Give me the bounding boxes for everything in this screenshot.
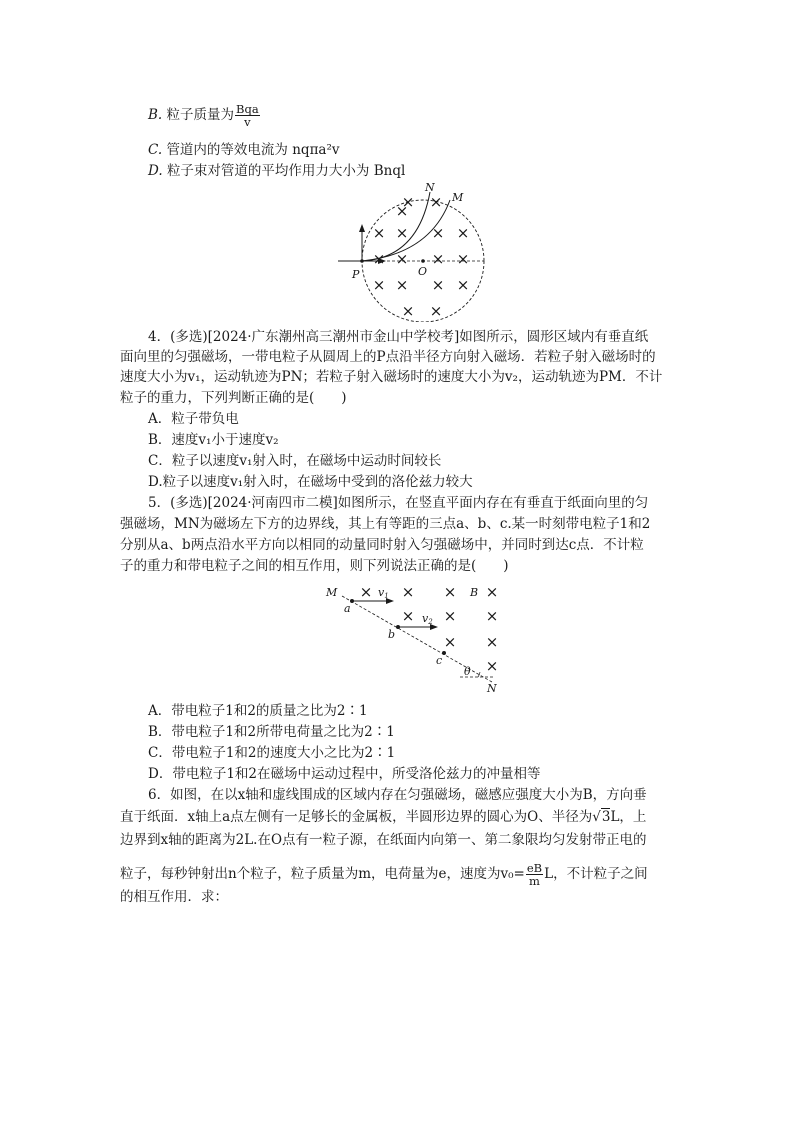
q3-option-d-letter: D.: [148, 163, 163, 179]
cross-mark: ×: [456, 276, 470, 294]
q6-line-4-text: 粒子，每秒钟射出n个粒子，粒子质量为m，电荷量为e，速度为v₀=: [120, 866, 525, 882]
q5-option-b: B．带电粒子1和2所带电荷量之比为2∶1: [148, 724, 395, 740]
q4-option-b: B．速度v₁小于速度v₂: [148, 432, 279, 448]
label-n: N: [487, 682, 497, 695]
label-v2-symbol: v: [422, 612, 429, 625]
fraction-numerator: eB: [526, 861, 543, 875]
cross-mark: ×: [359, 583, 373, 601]
cross-mark: ×: [401, 583, 415, 601]
q3-option-d: [148, 162, 405, 180]
q5-line-4: 子的重力和带电粒子之间的相互作用，则下列说法正确的是( ): [120, 558, 509, 574]
label-p: P: [352, 268, 360, 281]
velocity-arrowhead-up: [359, 224, 365, 232]
cross-mark: ×: [395, 224, 409, 242]
point-c: [442, 651, 446, 655]
q3-option-c-text: 管道内的等效电流为 nqπa²v: [166, 142, 340, 158]
cross-mark: ×: [395, 276, 409, 294]
cross-mark: ×: [443, 583, 457, 601]
cross-mark: ×: [443, 607, 457, 625]
label-v2: [422, 612, 433, 626]
label-m: M: [326, 586, 338, 599]
label-v1: [378, 586, 389, 600]
q4-option-a: A．粒子带负电: [148, 411, 239, 427]
q3-option-d-text: 粒子束对管道的平均作用力大小为 Bnql: [166, 163, 406, 179]
velocity-fraction: [526, 862, 543, 887]
q6-line-4-tail: L，不计粒子之间: [544, 866, 648, 882]
label-theta: θ: [464, 665, 471, 678]
cross-mark: ×: [401, 302, 415, 320]
label-v1-symbol: v: [378, 586, 385, 599]
q5-line-2: 强磁场，MN为磁场左下方的边界线，其上有等距的三点a、b、c.某一时刻带电粒子1和2: [120, 516, 651, 532]
q4-option-d: D.粒子以速度v₁射入时，在磁场中受到的洛伦兹力较大: [148, 474, 473, 490]
mass-fraction: [235, 103, 260, 128]
q5-option-c: C．带电粒子1和2的速度大小之比为2∶1: [148, 745, 396, 761]
q5-line-3: 分别从a、b两点沿水平方向以相同的动量同时射入匀强磁场中，并同时到达c点．不计粒: [120, 537, 644, 553]
cross-mark: ×: [456, 250, 470, 268]
cross-mark: ×: [395, 202, 409, 220]
boundary-field-figure: [320, 580, 505, 695]
label-a: a: [344, 602, 351, 615]
q4-line-1: 4．(多选)[2024·广东潮州高三潮州市金山中学校考]如图所示，圆形区域内有垂直纸: [148, 329, 649, 345]
cross-mark: ×: [372, 276, 386, 294]
q3-option-b: [148, 103, 261, 128]
cross-mark: ×: [443, 633, 457, 651]
q3-option-c-letter: C.: [148, 142, 163, 158]
q6-line-1: 6．如图，在以x轴和虚线围成的区域内存在匀强磁场，磁感应强度大小为B，方向垂: [148, 787, 647, 803]
q4-line-4: 粒子的重力，下列判断正确的是( ): [120, 390, 347, 406]
cross-mark: ×: [485, 583, 499, 601]
q4-option-c: C．粒子以速度v₁射入时，在磁场中运动时间较长: [148, 453, 442, 469]
q6-line-5: 的相互作用．求：: [120, 889, 228, 905]
cross-mark: ×: [429, 302, 443, 320]
q3-option-b-text: 粒子质量为: [166, 107, 235, 123]
fraction-denominator: v: [244, 115, 251, 129]
cross-mark: ×: [485, 607, 499, 625]
sqrt-radicand: 3: [601, 809, 611, 825]
cross-mark: ×: [431, 276, 445, 294]
label-c: c: [436, 654, 443, 667]
point-p: [360, 259, 364, 263]
cross-mark: ×: [431, 250, 445, 268]
label-b: b: [388, 628, 396, 641]
cross-mark: ×: [372, 250, 386, 268]
cross-mark: ×: [429, 193, 443, 211]
label-o: O: [418, 265, 428, 278]
label-v1-subscript: 1: [384, 592, 389, 600]
cross-mark: ×: [401, 193, 415, 211]
cross-mark: ×: [395, 250, 409, 268]
q5-option-d: D．带电粒子1和2在磁场中运动过程中，所受洛伦兹力的冲量相等: [148, 766, 541, 782]
center-point: [421, 259, 425, 263]
cross-mark: ×: [485, 633, 499, 651]
cross-mark: ×: [456, 224, 470, 242]
q5-option-a: A．带电粒子1和2的质量之比为2∶1: [148, 703, 368, 719]
cross-mark: ×: [431, 224, 445, 242]
circular-field-figure: [330, 180, 500, 322]
q6-line-4: [120, 862, 648, 887]
q6-line-3: 边界到x轴的距离为2L.在O点有一粒子源，在纸面内向第一、第二象限均匀发射带正电的: [120, 832, 647, 848]
q3-option-b-letter: B.: [148, 107, 163, 123]
q3-option-c: [148, 141, 340, 159]
label-v2-subscript: 2: [428, 618, 433, 626]
q6-line-2-text: 直于纸面．x轴上a点左侧有一足够长的金属板，半圆形边界的圆心为O、半径为: [120, 809, 593, 825]
cross-mark: ×: [485, 657, 499, 675]
label-n: N: [425, 181, 435, 194]
q4-line-3: 速度大小为v₁，运动轨迹为PN；若粒子射入磁场时的速度大小为v₂，运动轨迹为PM．不计: [120, 369, 663, 385]
label-field-b: B: [470, 586, 479, 599]
q5-line-1: 5．(多选)[2024·河南四市二模]如图所示，在竖直平面内存在有垂直于纸面向里的匀: [148, 495, 649, 511]
cross-mark: ×: [372, 224, 386, 242]
label-m: M: [452, 191, 464, 204]
q4-line-2: 面向里的匀强磁场，一带电粒子从圆周上的P点沿半径方向射入磁场．若粒子射入磁场时的: [120, 349, 656, 365]
cross-mark: ×: [401, 607, 415, 625]
q6-line-2-tail: L，上: [610, 809, 647, 825]
fraction-denominator: m: [529, 874, 540, 888]
q6-line-2: 直于纸面．x轴上a点左侧有一足够长的金属板，半圆形边界的圆心为O、半径为√3L，上: [120, 809, 647, 825]
fraction-numerator: Bqa: [236, 102, 259, 116]
